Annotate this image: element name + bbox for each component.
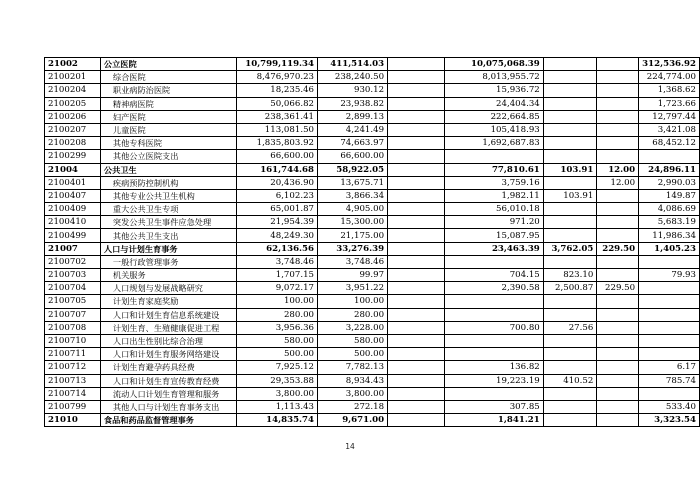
cell-other-c: 1,723.66 bbox=[639, 97, 700, 110]
cell-other-b bbox=[597, 97, 639, 110]
cell-other-a bbox=[543, 229, 597, 242]
cell-name: 计划生育、生殖健康促进工程 bbox=[100, 321, 236, 334]
cell-other-b bbox=[597, 400, 639, 413]
cell-special: 56,010.18 bbox=[445, 203, 544, 216]
cell-basic: 66,600.00 bbox=[318, 150, 388, 163]
cell-special: 1,692,687.83 bbox=[445, 137, 544, 150]
cell-code: 2100407 bbox=[45, 189, 101, 202]
cell-other-b bbox=[597, 110, 639, 123]
cell-basic: 238,240.50 bbox=[318, 71, 388, 84]
cell-name: 儿童医院 bbox=[100, 123, 236, 136]
table-body bbox=[45, 58, 700, 427]
cell-other-a: 410.52 bbox=[543, 374, 597, 387]
cell-total: 62,136.56 bbox=[236, 242, 317, 255]
cell-basic: 7,782.13 bbox=[318, 361, 388, 374]
cell-other-c: 3,323.54 bbox=[639, 414, 700, 427]
cell-other-a bbox=[543, 84, 597, 97]
cell-total: 6,102.23 bbox=[236, 189, 317, 202]
cell-name: 公共卫生 bbox=[100, 163, 236, 176]
cell-other-b bbox=[597, 71, 639, 84]
cell-name: 人口出生性别比综合治理 bbox=[100, 334, 236, 347]
cell-total: 50,066.82 bbox=[236, 97, 317, 110]
cell-total: 280.00 bbox=[236, 308, 317, 321]
cell-total: 14,835.74 bbox=[236, 414, 317, 427]
category-row bbox=[45, 242, 700, 255]
cell-total: 21,954.39 bbox=[236, 216, 317, 229]
cell-other-b bbox=[597, 255, 639, 268]
cell-basic: 3,800.00 bbox=[318, 387, 388, 400]
cell-project bbox=[388, 229, 445, 242]
table-row bbox=[45, 308, 700, 321]
cell-other-c: 11,986.34 bbox=[639, 229, 700, 242]
cell-special: 971.20 bbox=[445, 216, 544, 229]
cell-total: 238,361.41 bbox=[236, 110, 317, 123]
cell-total: 48,249.30 bbox=[236, 229, 317, 242]
cell-name: 综合医院 bbox=[100, 71, 236, 84]
cell-other-a bbox=[543, 216, 597, 229]
cell-other-c: 533.40 bbox=[639, 400, 700, 413]
cell-basic: 4,905.00 bbox=[318, 203, 388, 216]
cell-basic: 13,675.71 bbox=[318, 176, 388, 189]
cell-basic: 2,899.13 bbox=[318, 110, 388, 123]
table-row bbox=[45, 97, 700, 110]
cell-total: 9,072.17 bbox=[236, 282, 317, 295]
cell-code: 2100704 bbox=[45, 282, 101, 295]
cell-other-a bbox=[543, 203, 597, 216]
cell-total: 161,744.68 bbox=[236, 163, 317, 176]
cell-special: 700.80 bbox=[445, 321, 544, 334]
cell-special: 2,390.58 bbox=[445, 282, 544, 295]
table-row bbox=[45, 189, 700, 202]
category-row bbox=[45, 414, 700, 427]
cell-special: 1,982.11 bbox=[445, 189, 544, 202]
cell-other-a bbox=[543, 71, 597, 84]
table-row bbox=[45, 282, 700, 295]
cell-name: 计划生育避孕药具经费 bbox=[100, 361, 236, 374]
cell-other-b bbox=[597, 84, 639, 97]
cell-project bbox=[388, 400, 445, 413]
table-row bbox=[45, 216, 700, 229]
table-row bbox=[45, 374, 700, 387]
cell-special: 3,759.16 bbox=[445, 176, 544, 189]
cell-total: 8,476,970.23 bbox=[236, 71, 317, 84]
cell-other-c: 312,536.92 bbox=[639, 58, 700, 71]
cell-other-c bbox=[639, 387, 700, 400]
cell-special: 23,463.39 bbox=[445, 242, 544, 255]
cell-other-b bbox=[597, 123, 639, 136]
cell-special: 77,810.61 bbox=[445, 163, 544, 176]
cell-other-a bbox=[543, 255, 597, 268]
cell-other-c: 785.74 bbox=[639, 374, 700, 387]
cell-name: 计划生育家庭奖励 bbox=[100, 295, 236, 308]
cell-code: 2100708 bbox=[45, 321, 101, 334]
table-row bbox=[45, 110, 700, 123]
cell-other-c bbox=[639, 334, 700, 347]
cell-project bbox=[388, 176, 445, 189]
cell-code: 2100409 bbox=[45, 203, 101, 216]
cell-special bbox=[445, 387, 544, 400]
cell-other-c bbox=[639, 321, 700, 334]
cell-project bbox=[388, 58, 445, 71]
cell-other-a bbox=[543, 97, 597, 110]
cell-other-b bbox=[597, 269, 639, 282]
cell-other-c: 6.17 bbox=[639, 361, 700, 374]
cell-code: 2100705 bbox=[45, 295, 101, 308]
cell-special bbox=[445, 348, 544, 361]
cell-other-b bbox=[597, 216, 639, 229]
cell-other-c: 3,421.08 bbox=[639, 123, 700, 136]
cell-name: 公立医院 bbox=[100, 58, 236, 71]
cell-project bbox=[388, 189, 445, 202]
cell-code: 2100208 bbox=[45, 137, 101, 150]
cell-other-a: 3,762.05 bbox=[543, 242, 597, 255]
cell-name: 人口和计划生育信息系统建设 bbox=[100, 308, 236, 321]
cell-other-a bbox=[543, 348, 597, 361]
cell-project bbox=[388, 163, 445, 176]
cell-other-c bbox=[639, 308, 700, 321]
cell-other-a: 27.56 bbox=[543, 321, 597, 334]
cell-other-a bbox=[543, 150, 597, 163]
cell-special bbox=[445, 308, 544, 321]
cell-total: 113,081.50 bbox=[236, 123, 317, 136]
cell-basic: 99.97 bbox=[318, 269, 388, 282]
cell-total: 7,925.12 bbox=[236, 361, 317, 374]
cell-other-a bbox=[543, 123, 597, 136]
cell-other-b bbox=[597, 334, 639, 347]
cell-other-b bbox=[597, 137, 639, 150]
cell-other-a: 103.91 bbox=[543, 189, 597, 202]
cell-other-b bbox=[597, 229, 639, 242]
cell-basic: 280.00 bbox=[318, 308, 388, 321]
table-row bbox=[45, 229, 700, 242]
cell-project bbox=[388, 321, 445, 334]
cell-project bbox=[388, 137, 445, 150]
cell-other-c: 68,452.12 bbox=[639, 137, 700, 150]
cell-name: 其他专业公共卫生机构 bbox=[100, 189, 236, 202]
cell-special bbox=[445, 255, 544, 268]
cell-other-c: 224,774.00 bbox=[639, 71, 700, 84]
cell-project bbox=[388, 216, 445, 229]
cell-total: 580.00 bbox=[236, 334, 317, 347]
cell-code: 2100299 bbox=[45, 150, 101, 163]
cell-special: 24,404.34 bbox=[445, 97, 544, 110]
cell-name: 其他公共卫生支出 bbox=[100, 229, 236, 242]
cell-code: 21002 bbox=[45, 58, 101, 71]
table-row bbox=[45, 361, 700, 374]
cell-name: 妇产医院 bbox=[100, 110, 236, 123]
cell-total: 10,799,119.34 bbox=[236, 58, 317, 71]
cell-special bbox=[445, 295, 544, 308]
cell-other-b bbox=[597, 374, 639, 387]
table-row bbox=[45, 123, 700, 136]
cell-project bbox=[388, 255, 445, 268]
cell-project bbox=[388, 282, 445, 295]
cell-project bbox=[388, 123, 445, 136]
cell-project bbox=[388, 334, 445, 347]
table-row bbox=[45, 295, 700, 308]
cell-name: 其他人口与计划生育事务支出 bbox=[100, 400, 236, 413]
table-row bbox=[45, 176, 700, 189]
cell-total: 100.00 bbox=[236, 295, 317, 308]
cell-other-b bbox=[597, 321, 639, 334]
table-row bbox=[45, 150, 700, 163]
cell-other-c bbox=[639, 348, 700, 361]
cell-code: 2100713 bbox=[45, 374, 101, 387]
cell-project bbox=[388, 308, 445, 321]
cell-other-b bbox=[597, 203, 639, 216]
cell-basic: 580.00 bbox=[318, 334, 388, 347]
cell-other-b: 229.50 bbox=[597, 242, 639, 255]
cell-special: 704.15 bbox=[445, 269, 544, 282]
cell-project bbox=[388, 203, 445, 216]
table-row bbox=[45, 400, 700, 413]
cell-other-a: 2,500.87 bbox=[543, 282, 597, 295]
table-row bbox=[45, 321, 700, 334]
cell-project bbox=[388, 71, 445, 84]
cell-code: 21007 bbox=[45, 242, 101, 255]
cell-other-c: 12,797.44 bbox=[639, 110, 700, 123]
cell-code: 21010 bbox=[45, 414, 101, 427]
cell-basic: 33,276.39 bbox=[318, 242, 388, 255]
cell-code: 2100702 bbox=[45, 255, 101, 268]
cell-other-a: 823.10 bbox=[543, 269, 597, 282]
cell-special bbox=[445, 150, 544, 163]
cell-name: 职业病防治医院 bbox=[100, 84, 236, 97]
cell-code: 2100410 bbox=[45, 216, 101, 229]
cell-basic: 411,514.03 bbox=[318, 58, 388, 71]
cell-total: 18,235.46 bbox=[236, 84, 317, 97]
cell-basic: 15,300.00 bbox=[318, 216, 388, 229]
cell-other-a bbox=[543, 176, 597, 189]
cell-name: 疾病预防控制机构 bbox=[100, 176, 236, 189]
cell-basic: 3,228.00 bbox=[318, 321, 388, 334]
cell-other-b: 12.00 bbox=[597, 163, 639, 176]
category-row bbox=[45, 58, 700, 71]
cell-project bbox=[388, 150, 445, 163]
cell-code: 2100799 bbox=[45, 400, 101, 413]
cell-other-a bbox=[543, 308, 597, 321]
cell-basic: 74,663.97 bbox=[318, 137, 388, 150]
cell-other-b bbox=[597, 295, 639, 308]
cell-total: 3,956.36 bbox=[236, 321, 317, 334]
cell-name: 突发公共卫生事件应急处理 bbox=[100, 216, 236, 229]
cell-other-c: 24,896.11 bbox=[639, 163, 700, 176]
cell-code: 2100712 bbox=[45, 361, 101, 374]
table-row bbox=[45, 348, 700, 361]
cell-basic: 21,175.00 bbox=[318, 229, 388, 242]
cell-name: 流动人口计划生育管理和服务 bbox=[100, 387, 236, 400]
cell-other-c bbox=[639, 295, 700, 308]
cell-name: 一般行政管理事务 bbox=[100, 255, 236, 268]
cell-basic: 4,241.49 bbox=[318, 123, 388, 136]
cell-total: 1,707.15 bbox=[236, 269, 317, 282]
cell-code: 2100201 bbox=[45, 71, 101, 84]
cell-other-a bbox=[543, 361, 597, 374]
cell-project bbox=[388, 414, 445, 427]
cell-other-c bbox=[639, 150, 700, 163]
cell-code: 2100710 bbox=[45, 334, 101, 347]
cell-basic: 930.12 bbox=[318, 84, 388, 97]
cell-basic: 3,748.46 bbox=[318, 255, 388, 268]
cell-other-c bbox=[639, 255, 700, 268]
cell-other-a bbox=[543, 400, 597, 413]
cell-project bbox=[388, 242, 445, 255]
cell-project bbox=[388, 295, 445, 308]
cell-total: 29,353.88 bbox=[236, 374, 317, 387]
cell-project bbox=[388, 110, 445, 123]
cell-name: 人口和计划生育宣传教育经费 bbox=[100, 374, 236, 387]
cell-code: 2100714 bbox=[45, 387, 101, 400]
table-row bbox=[45, 387, 700, 400]
cell-other-a bbox=[543, 58, 597, 71]
cell-name: 其他公立医院支出 bbox=[100, 150, 236, 163]
cell-basic: 3,866.34 bbox=[318, 189, 388, 202]
cell-special: 19,223.19 bbox=[445, 374, 544, 387]
cell-other-a bbox=[543, 110, 597, 123]
cell-other-c: 149.87 bbox=[639, 189, 700, 202]
cell-code: 2100703 bbox=[45, 269, 101, 282]
table-row bbox=[45, 269, 700, 282]
cell-basic: 8,934.43 bbox=[318, 374, 388, 387]
cell-other-b bbox=[597, 58, 639, 71]
cell-basic: 272.18 bbox=[318, 400, 388, 413]
cell-code: 2100499 bbox=[45, 229, 101, 242]
cell-total: 3,748.46 bbox=[236, 255, 317, 268]
cell-special: 8,013,955.72 bbox=[445, 71, 544, 84]
cell-project bbox=[388, 361, 445, 374]
cell-special: 105,418.93 bbox=[445, 123, 544, 136]
cell-other-c: 5,683.19 bbox=[639, 216, 700, 229]
cell-name: 精神病医院 bbox=[100, 97, 236, 110]
cell-project bbox=[388, 348, 445, 361]
cell-basic: 23,938.82 bbox=[318, 97, 388, 110]
cell-other-c: 1,368.62 bbox=[639, 84, 700, 97]
cell-total: 1,835,803.92 bbox=[236, 137, 317, 150]
cell-basic: 3,951.22 bbox=[318, 282, 388, 295]
page-number: 14 bbox=[345, 442, 355, 451]
cell-project bbox=[388, 84, 445, 97]
table-row bbox=[45, 334, 700, 347]
cell-name: 食品和药品监督管理事务 bbox=[100, 414, 236, 427]
table-row bbox=[45, 84, 700, 97]
cell-other-c: 2,990.03 bbox=[639, 176, 700, 189]
cell-basic: 100.00 bbox=[318, 295, 388, 308]
table-row bbox=[45, 203, 700, 216]
cell-total: 65,001.87 bbox=[236, 203, 317, 216]
cell-other-b bbox=[597, 361, 639, 374]
cell-special: 136.82 bbox=[445, 361, 544, 374]
cell-other-c bbox=[639, 282, 700, 295]
category-row bbox=[45, 163, 700, 176]
cell-code: 2100707 bbox=[45, 308, 101, 321]
cell-name: 机关服务 bbox=[100, 269, 236, 282]
cell-special: 307.85 bbox=[445, 400, 544, 413]
cell-other-b bbox=[597, 414, 639, 427]
cell-other-b bbox=[597, 150, 639, 163]
cell-basic: 9,671.00 bbox=[318, 414, 388, 427]
cell-other-c: 79.93 bbox=[639, 269, 700, 282]
cell-other-c: 4,086.69 bbox=[639, 203, 700, 216]
cell-other-b bbox=[597, 308, 639, 321]
cell-name: 人口与计划生育事务 bbox=[100, 242, 236, 255]
cell-other-a bbox=[543, 387, 597, 400]
cell-name: 人口规划与发展战略研究 bbox=[100, 282, 236, 295]
table-row bbox=[45, 255, 700, 268]
cell-special: 15,087.95 bbox=[445, 229, 544, 242]
cell-code: 2100206 bbox=[45, 110, 101, 123]
cell-special: 222,664.85 bbox=[445, 110, 544, 123]
cell-total: 20,436.90 bbox=[236, 176, 317, 189]
cell-total: 3,800.00 bbox=[236, 387, 317, 400]
cell-other-a: 103.91 bbox=[543, 163, 597, 176]
budget-expenditure-table bbox=[44, 57, 700, 427]
cell-special bbox=[445, 334, 544, 347]
cell-project bbox=[388, 374, 445, 387]
cell-name: 人口和计划生育服务网络建设 bbox=[100, 348, 236, 361]
cell-other-a bbox=[543, 295, 597, 308]
cell-total: 500.00 bbox=[236, 348, 317, 361]
cell-total: 66,600.00 bbox=[236, 150, 317, 163]
cell-code: 2100204 bbox=[45, 84, 101, 97]
table-row bbox=[45, 71, 700, 84]
cell-other-b bbox=[597, 189, 639, 202]
table-row bbox=[45, 137, 700, 150]
cell-project bbox=[388, 97, 445, 110]
cell-other-b bbox=[597, 348, 639, 361]
cell-name: 其他专科医院 bbox=[100, 137, 236, 150]
cell-basic: 58,922.05 bbox=[318, 163, 388, 176]
cell-other-a bbox=[543, 137, 597, 150]
cell-code: 2100711 bbox=[45, 348, 101, 361]
cell-other-a bbox=[543, 334, 597, 347]
cell-special: 1,841.21 bbox=[445, 414, 544, 427]
cell-total: 1,113.43 bbox=[236, 400, 317, 413]
cell-code: 2100205 bbox=[45, 97, 101, 110]
cell-other-b: 12.00 bbox=[597, 176, 639, 189]
cell-basic: 500.00 bbox=[318, 348, 388, 361]
cell-code: 2100401 bbox=[45, 176, 101, 189]
cell-other-c: 1,405.23 bbox=[639, 242, 700, 255]
cell-project bbox=[388, 269, 445, 282]
cell-special: 10,075,068.39 bbox=[445, 58, 544, 71]
cell-project bbox=[388, 387, 445, 400]
cell-other-b: 229.50 bbox=[597, 282, 639, 295]
cell-other-b bbox=[597, 387, 639, 400]
cell-code: 21004 bbox=[45, 163, 101, 176]
cell-name: 重大公共卫生专项 bbox=[100, 203, 236, 216]
cell-special: 15,936.72 bbox=[445, 84, 544, 97]
cell-other-a bbox=[543, 414, 597, 427]
cell-code: 2100207 bbox=[45, 123, 101, 136]
